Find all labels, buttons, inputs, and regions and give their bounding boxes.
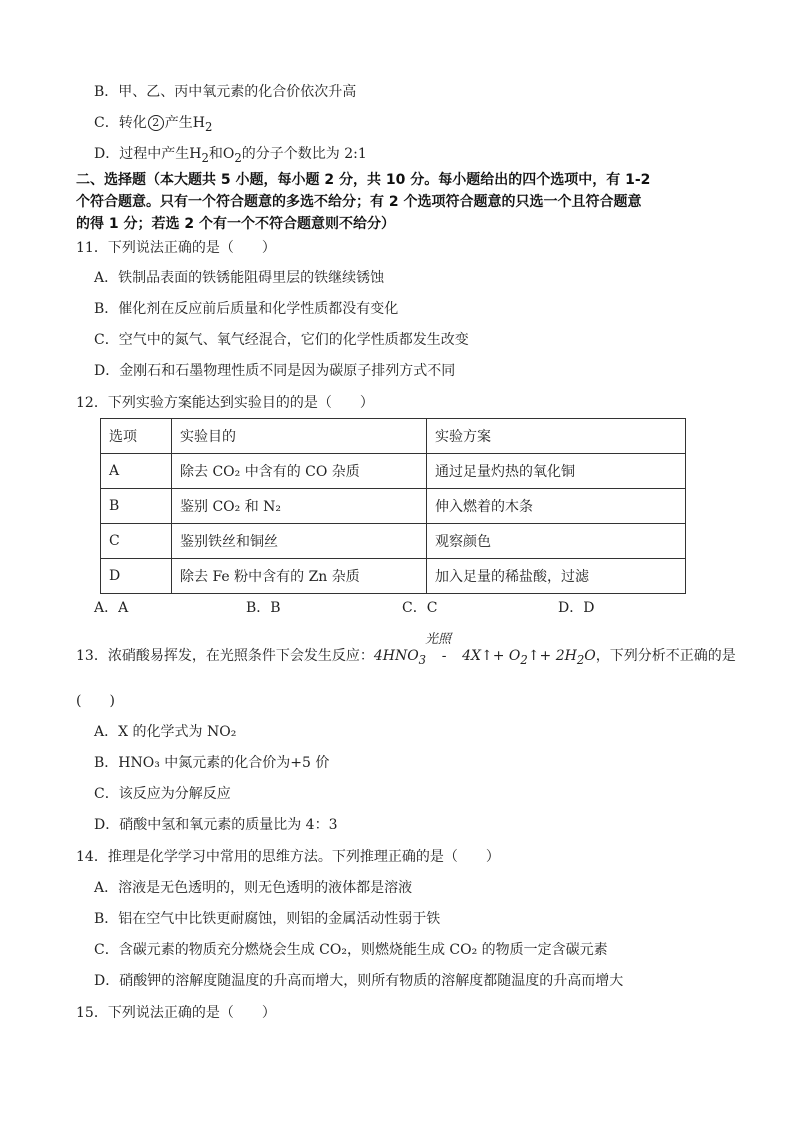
q14-option-a: A．溶液是无色透明的，则无色透明的液体都是溶液 <box>94 880 413 896</box>
header-cell: 实验方案 <box>427 419 686 454</box>
q13-stem-prefix: 13．浓硝酸易挥发，在光照条件下会发生反应： <box>76 648 374 664</box>
prev-option-c <box>94 113 212 137</box>
equation-left: 4HNO <box>373 648 419 664</box>
q12-choice-d: D．D <box>558 600 595 616</box>
q15-stem: 15．下列说法正确的是（ ） <box>76 1005 276 1021</box>
subscript: 3 <box>418 652 427 667</box>
prev-option-d-text1: D．过程中产生H <box>94 146 202 162</box>
table-row <box>101 559 686 594</box>
equation-right-3: O <box>584 648 596 664</box>
subscript: 2 <box>520 652 528 667</box>
q12-stem: 12．下列实验方案能达到实验目的的是（ ） <box>76 395 374 411</box>
table-cell: 伸入燃着的木条 <box>427 489 686 524</box>
q11-option-b: B．催化剂在反应前后质量和化学性质都没有变化 <box>94 301 399 317</box>
table-cell: A <box>101 454 172 489</box>
q13-stem-suffix: ，下列分析不正确的是 <box>595 648 736 664</box>
section-heading-line2: 个符合题意。只有一个符合题意的多选不给分；有 2 个选项符合题意的只选一个且符合题意 <box>76 194 642 210</box>
subscript: 2 <box>201 150 209 165</box>
table-cell: 通过足量灼热的氧化铜 <box>427 454 686 489</box>
q13-paren: ( ) <box>76 693 115 709</box>
q14-option-b: B．铝在空气中比铁更耐腐蚀，则铝的金属活动性弱于铁 <box>94 911 441 927</box>
table-cell: C <box>101 524 172 559</box>
q11-stem: 11．下列说法正确的是（ ） <box>76 240 276 256</box>
table-cell: D <box>101 559 172 594</box>
table-row <box>101 489 686 524</box>
q14-option-d: D．硝酸钾的溶解度随温度的升高而增大，则所有物质的溶解度都随温度的升高而增大 <box>94 973 624 989</box>
table-row <box>101 524 686 559</box>
q12-choice-b: B．B <box>246 600 281 616</box>
subscript: 2 <box>204 119 213 134</box>
prev-option-d-text3: 的分子个数比为 2:1 <box>241 146 367 162</box>
circled-number-icon: 2 <box>148 115 164 131</box>
header-cell: 实验目的 <box>172 419 427 454</box>
table-cell: 鉴别 CO₂ 和 N₂ <box>172 489 427 524</box>
subscript: 2 <box>234 150 242 165</box>
q11-option-d: D．金刚石和石墨物理性质不同是因为碳原子排列方式不同 <box>94 363 456 379</box>
q11-option-a: A．铁制品表面的铁锈能阻碍里层的铁继续锈蚀 <box>94 270 385 286</box>
equation-right: 4X↑+ O <box>462 648 521 664</box>
q14-stem: 14．推理是化学学习中常用的思维方法。下列推理正确的是（ ） <box>76 849 500 865</box>
q13-option-a: A．X 的化学式为 NO₂ <box>94 724 237 740</box>
q14-option-c: C．含碳元素的物质充分燃烧会生成 CO₂，则燃烧能生成 CO₂ 的物质一定含碳元素 <box>94 942 608 958</box>
subscript: 2 <box>576 652 585 667</box>
section-heading-line3: 的得 1 分；若选 2 个有一个不符合题意则不给分） <box>76 216 395 232</box>
header-cell: 选项 <box>101 419 172 454</box>
prev-option-c-prefix: C．转化 <box>94 115 147 131</box>
experiment-table <box>100 418 686 594</box>
reaction-arrow-icon: - <box>441 648 447 664</box>
q12-choice-a: A．A <box>94 600 129 616</box>
prev-option-d <box>94 144 367 168</box>
table-cell: 除去 CO₂ 中含有的 CO 杂质 <box>172 454 427 489</box>
table-header-row <box>101 419 686 454</box>
q13-stem <box>76 646 736 670</box>
table-row <box>101 454 686 489</box>
section-heading-line1: 二、选择题（本大题共 5 小题，每小题 2 分，共 10 分。每小题给出的四个选项中，有 1-2 <box>76 172 651 188</box>
table-cell: 除去 Fe 粉中含有的 Zn 杂质 <box>172 559 427 594</box>
q13-option-d: D．硝酸中氢和氧元素的质量比为 4：3 <box>94 817 338 833</box>
q11-option-c: C．空气中的氮气、氧气经混合，它们的化学性质都发生改变 <box>94 332 469 348</box>
table-cell: 鉴别铁丝和铜丝 <box>172 524 427 559</box>
prev-option-d-text2: 和O <box>208 146 235 162</box>
q13-option-c: C．该反应为分解反应 <box>94 786 231 802</box>
prev-option-b: B．甲、乙、丙中氧元素的化合价依次升高 <box>94 84 357 100</box>
equation-right-2: ↑+ 2H <box>527 648 577 664</box>
table-cell: B <box>101 489 172 524</box>
q13-option-b: B．HNO₃ 中氮元素的化合价为+5 价 <box>94 755 330 771</box>
q12-choice-c: C．C <box>402 600 438 616</box>
reaction-condition: 光照 <box>425 632 452 647</box>
prev-option-c-suffix: 产生H <box>164 115 205 131</box>
table-cell: 加入足量的稀盐酸，过滤 <box>427 559 686 594</box>
table-cell: 观察颜色 <box>427 524 686 559</box>
